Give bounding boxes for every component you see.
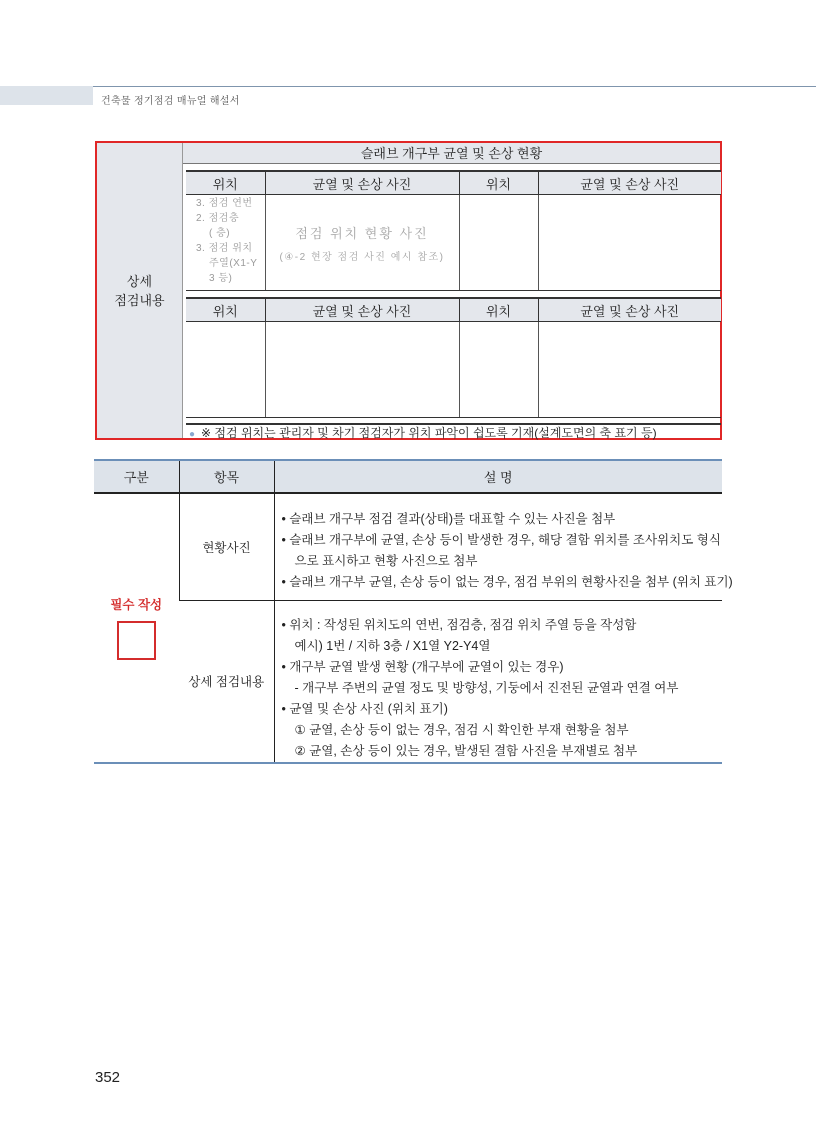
header-description: 설 명 (274, 460, 722, 493)
col-header-location: 위치 (459, 171, 538, 195)
col-header-photo: 균열 및 손상 사진 (265, 298, 459, 322)
description-line: • 슬래브 개구부 점검 결과(상태)를 대표할 수 있는 사진을 첨부 (281, 512, 616, 526)
col-header-photo: 균열 및 손상 사진 (265, 171, 459, 195)
description-line: • 슬래브 개구부 균열, 손상 등이 없는 경우, 점검 부위의 현황사진을 첨부 (위치 표기) (281, 575, 733, 589)
col-header-location: 위치 (186, 298, 265, 322)
description-line: ② 균열, 손상 등이 있는 경우, 발생된 결함 사진을 부재별로 첨부 (294, 743, 638, 758)
photo-placeholder: 점검 위치 현황 사진 (295, 226, 429, 241)
description-table (94, 459, 733, 764)
header-rule (93, 86, 816, 87)
running-title: 건축물 정기점검 매뉴얼 해설서 (101, 96, 240, 107)
category-cell (94, 493, 179, 763)
page-number: 352 (95, 1069, 121, 1086)
description-line: - 개구부 주변의 균열 정도 및 방향성, 기둥에서 진전된 균열과 연결 여부 (294, 680, 679, 695)
item-cell: 상세 점검내용 (179, 600, 274, 763)
note-text: ※ 점검 위치는 관리자 및 차기 점검자가 위치 파악이 쉽도록 기재(설계도면의 축 표기 등) (201, 426, 657, 440)
location-line: ( 층) (209, 228, 231, 239)
photo-cell (265, 322, 459, 418)
location-line: 3. 점검 위치 (196, 243, 253, 254)
header-tab (0, 86, 93, 105)
bullet-icon: ● (189, 429, 196, 440)
description-cell (274, 493, 733, 600)
description-line: • 슬래브 개구부에 균열, 손상 등이 발생한 경우, 해당 결함 위치를 조사위치도 형식 (281, 533, 721, 547)
photo-cell (265, 195, 459, 291)
photo-table-1 (186, 170, 721, 291)
description-line: • 균열 및 손상 사진 (위치 표기) (281, 701, 448, 716)
photo-cell (538, 195, 721, 291)
description-line: ① 균열, 손상 등이 없는 경우, 점검 시 확인한 부재 현황을 첨부 (294, 722, 629, 737)
form-title: 슬래브 개구부 균열 및 손상 현황 (183, 143, 720, 164)
required-label: 필수 작성 (110, 598, 163, 613)
description-line: • 개구부 균열 발생 현황 (개구부에 균열이 있는 경우) (281, 659, 564, 674)
item-cell: 현황사진 (179, 493, 274, 600)
location-line: 3 등) (209, 273, 233, 284)
location-line: 2. 점검층 (196, 213, 240, 224)
col-header-location: 위치 (186, 171, 265, 195)
required-checkbox (117, 621, 156, 660)
description-line: 예시) 1번 / 지하 3층 / X1열 Y2-Y4열 (294, 638, 491, 653)
header-category: 구분 (94, 460, 179, 493)
header-item: 항목 (179, 460, 274, 493)
inspection-form-example (95, 141, 722, 440)
form-side-label (97, 143, 183, 438)
description-line: • 위치 : 작성된 위치도의 연번, 점검층, 점검 위치 주열 등을 작성함 (281, 617, 637, 632)
photo-table-2 (186, 297, 721, 418)
description-line: 으로 표시하고 현황 사진으로 첨부 (294, 554, 478, 568)
location-cell (186, 322, 265, 418)
location-cell (459, 322, 538, 418)
photo-placeholder-note: (④-2 현장 점검 사진 예시 참조) (279, 252, 445, 263)
location-line: 주열(X1-Y (209, 258, 258, 269)
col-header-photo: 균열 및 손상 사진 (538, 171, 721, 195)
col-header-photo: 균열 및 손상 사진 (538, 298, 721, 322)
side-label-line2: 점검내용 (114, 292, 165, 308)
location-cell (186, 195, 265, 291)
description-cell (274, 600, 722, 763)
location-line: 3. 점검 연번 (196, 198, 253, 209)
col-header-location: 위치 (459, 298, 538, 322)
location-example-list (186, 195, 265, 286)
form-note (186, 423, 721, 440)
photo-cell (538, 322, 721, 418)
location-cell (459, 195, 538, 291)
side-label-line1: 상세 (126, 273, 153, 289)
